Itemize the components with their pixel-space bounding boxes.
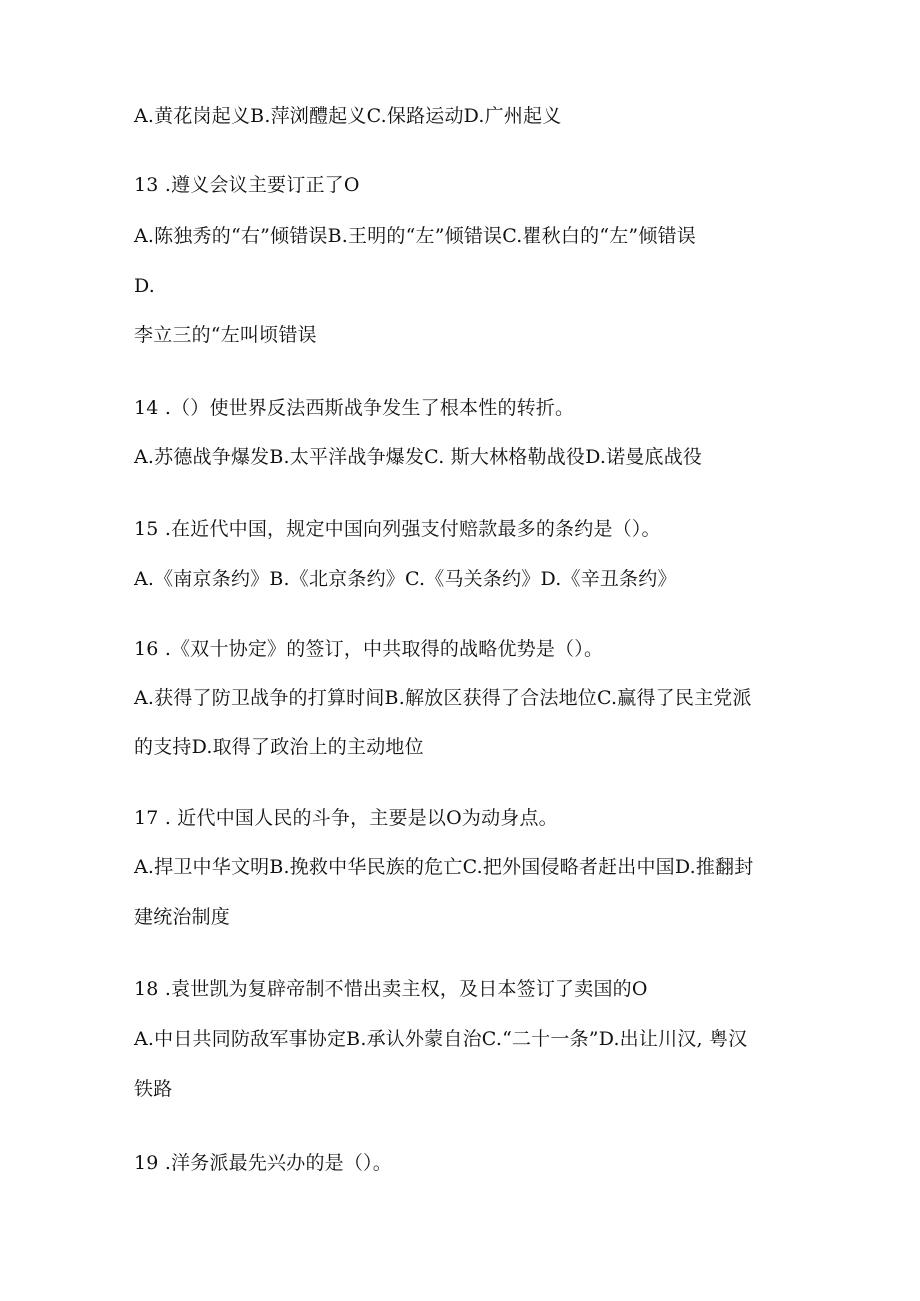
q18-stem: 18 .袁世凯为复辟帝制不惜出卖主权，及日本签订了卖国的O (134, 978, 648, 1000)
q14-stem: 14 .（）使世界反法西斯战争发生了根本性的转折。 (134, 397, 575, 419)
q16-options-line1: A.获得了防卫战争的打算时间B.解放区获得了合法地位C.赢得了民主党派 (134, 687, 752, 709)
q13-stem: 13 .遵义会议主要订正了O (134, 174, 360, 196)
q17-stem: 17 . 近代中国人民的斗争，主要是以O为动身点。 (134, 807, 558, 829)
q13-options-line1: A.陈独秀的“右”倾错误B.王明的“左”倾错误C.瞿秋白的“左”倾错误 (134, 225, 696, 247)
q17-options-line1: A.捍卫中华文明B.挽救中华民族的危亡C.把外国侵略者赶出中国D.推翻封 (134, 856, 754, 878)
q16-options-line2: 的支持D.取得了政治上的主动地位 (134, 736, 424, 758)
q14-options: A.苏德战争爆发B.太平洋战争爆发C. 斯大林格勒战役D.诺曼底战役 (134, 446, 703, 468)
q19-stem: 19 .洋务派最先兴办的是（）。 (134, 1152, 392, 1174)
q18-options-line1: A.中日共同防敌军事协定B.承认外蒙自治C.“二十一条”D.出让川汉, 粤汉 (134, 1028, 748, 1050)
q16-stem: 16 .《双十协定》的签订，中共取得的战略优势是（）。 (134, 638, 604, 660)
q18-options-line2: 铁路 (134, 1078, 173, 1100)
q12-options: A.黄花岗起义B.萍浏醴起义C.保路运动D.广州起义 (134, 105, 562, 127)
q13-options-line2: D. (134, 275, 155, 297)
q13-options-line3: 李立三的“左叫顷错误 (134, 324, 317, 346)
q17-options-line2: 建统治制度 (134, 906, 231, 928)
q15-options: A.《南京条约》B.《北京条约》C.《马关条约》D.《辛丑条约》 (134, 568, 677, 590)
q15-stem: 15 .在近代中国，规定中国向列强支付赔款最多的条约是（）。 (134, 518, 661, 540)
